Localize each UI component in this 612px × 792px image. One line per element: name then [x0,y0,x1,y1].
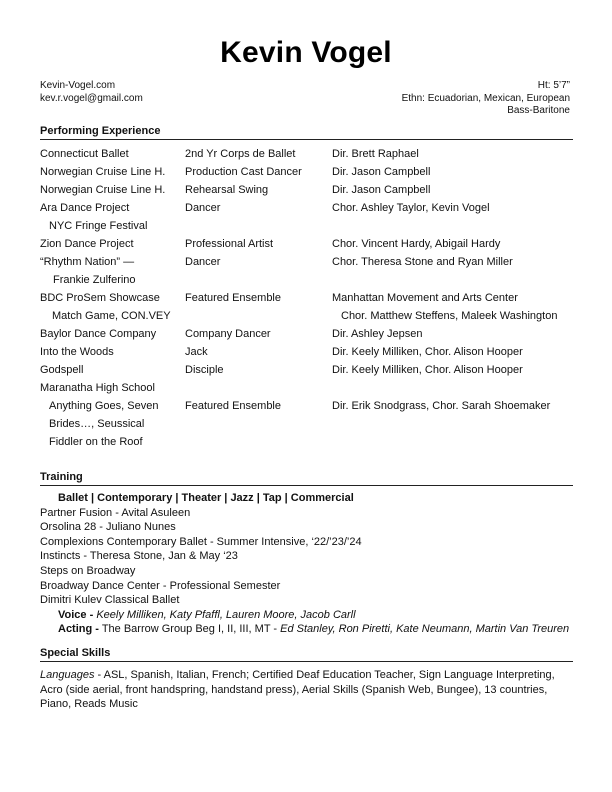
list-item: Steps on Broadway [40,564,136,577]
skills-line: Acro (side aerial, front handspring, handstand press), Aerial Skills (Spanish Web, Bungee), 13 countries, [40,683,548,696]
role-cell: Featured Ensemble [185,400,281,412]
company-cell: Anything Goes, Seven [49,400,159,412]
ethnicity-text: Ethn: Ecuadorian, Mexican, European [401,92,570,104]
director-cell: Dir. Keely Milliken, Chor. Alison Hooper [332,364,523,376]
voice-type-text: Bass-Baritone [507,105,570,116]
list-item: Dimitri Kulev Classical Ballet [40,594,180,607]
acting-label: Acting - [58,623,99,636]
role-cell: Dancer [185,202,221,214]
contact-info [40,80,143,105]
table-row [40,145,575,163]
table-row [40,433,575,451]
company-cell: Baylor Dance Company [40,328,157,340]
director-cell: Manhattan Movement and Arts Center [332,292,518,304]
table-row [40,415,575,433]
role-cell: Dancer [185,256,221,268]
company-cell: Match Game, CON.VEY [52,310,171,322]
acting-teachers: Ed Stanley, Ron Piretti, Kate Neumann, Martin Van Treuren [280,623,570,636]
company-cell: Maranatha High School [40,382,155,394]
company-cell: Norwegian Cruise Line H. [40,166,166,178]
voice-label: Voice - [58,608,94,621]
company-cell: Norwegian Cruise Line H. [40,184,166,196]
training-list [40,491,575,637]
voice-teachers: Keely Milliken, Katy Pfaffl, Lauren Moore, Jacob Carll [96,608,356,621]
skills-line-text: - ASL, Spanish, Italian, French; Certified Deaf Education Teacher, Sign Language Interpreting, [94,669,555,681]
list-item: Broadway Dance Center - Professional Semester [40,579,281,592]
performing-table [40,145,575,451]
role-cell: Company Dancer [185,328,271,340]
resume-name: Kevin Vogel [220,36,392,69]
voice-training [40,608,575,623]
list-item: Complexions Contemporary Ballet - Summer Intensive, ‘22/’23/’24 [40,535,362,548]
email-link[interactable]: kev.r.vogel@gmail.com [40,92,143,104]
company-cell: Godspell [40,364,84,376]
training-heading: Training [40,471,573,486]
table-row [40,343,575,361]
skills-text [40,668,575,712]
skills-line [40,668,575,683]
table-row [40,289,575,307]
table-row [40,235,575,253]
table-row [40,181,575,199]
role-cell: Disciple [185,364,224,376]
director-cell: Dir. Keely Milliken, Chor. Alison Hooper [332,346,523,358]
company-cell: NYC Fringe Festival [49,220,148,232]
company-cell: Ara Dance Project [40,202,130,214]
director-cell: Dir. Ashley Jepsen [332,328,423,340]
role-cell: 2nd Yr Corps de Ballet [185,148,296,160]
table-row [40,217,575,235]
list-item: Orsolina 28 - Juliano Nunes [40,521,176,534]
acting-school: The Barrow Group Beg I, II, III, MT - [101,623,278,636]
company-cell: Fiddler on the Roof [49,436,143,448]
role-cell: Production Cast Dancer [185,166,302,178]
role-cell: Jack [185,346,208,358]
company-cell: Frankie Zulferino [53,274,136,286]
company-cell: Connecticut Ballet [40,148,129,160]
table-row [40,163,575,181]
table-row [40,307,575,325]
director-cell: Chor. Ashley Taylor, Kevin Vogel [332,202,490,214]
table-row [40,397,575,415]
director-cell: Dir. Jason Campbell [332,184,431,196]
director-cell: Chor. Theresa Stone and Ryan Miller [332,256,513,268]
company-cell: Into the Woods [40,346,114,358]
table-row [40,325,575,343]
director-cell: Dir. Erik Snodgrass, Chor. Sarah Shoemaker [332,400,551,412]
director-cell: Dir. Jason Campbell [332,166,431,178]
height-text: Ht: 5’7” [537,80,570,91]
table-row [40,379,575,397]
company-cell: BDC ProSem Showcase [40,292,160,304]
languages-label: Languages [40,669,95,681]
acting-training [40,622,575,637]
performing-heading: Performing Experience [40,125,573,140]
training-styles: Ballet | Contemporary | Theater | Jazz | Tap | Commercial [58,492,354,504]
company-cell: “Rhythm Nation” — [40,256,135,268]
company-cell: Brides…, Seussical [49,418,145,430]
table-row [40,199,575,217]
list-item: Instincts - Theresa Stone, Jan & May ‘23 [40,550,238,563]
table-row [40,253,575,271]
director-cell: Chor. Matthew Steffens, Maleek Washington [341,310,558,322]
director-cell: Chor. Vincent Hardy, Abigail Hardy [332,238,501,250]
table-row [40,361,575,379]
skills-line: Piano, Reads Music [40,698,138,711]
website-link[interactable]: Kevin-Vogel.com [40,80,116,91]
role-cell: Rehearsal Swing [185,184,269,196]
role-cell: Professional Artist [185,238,274,250]
table-row [40,271,575,289]
role-cell: Featured Ensemble [185,292,281,304]
skills-heading: Special Skills [40,647,573,662]
director-cell: Dir. Brett Raphael [332,148,419,160]
list-item: Partner Fusion - Avital Asuleen [40,506,191,519]
company-cell: Zion Dance Project [40,238,134,250]
stats-info [402,80,570,118]
